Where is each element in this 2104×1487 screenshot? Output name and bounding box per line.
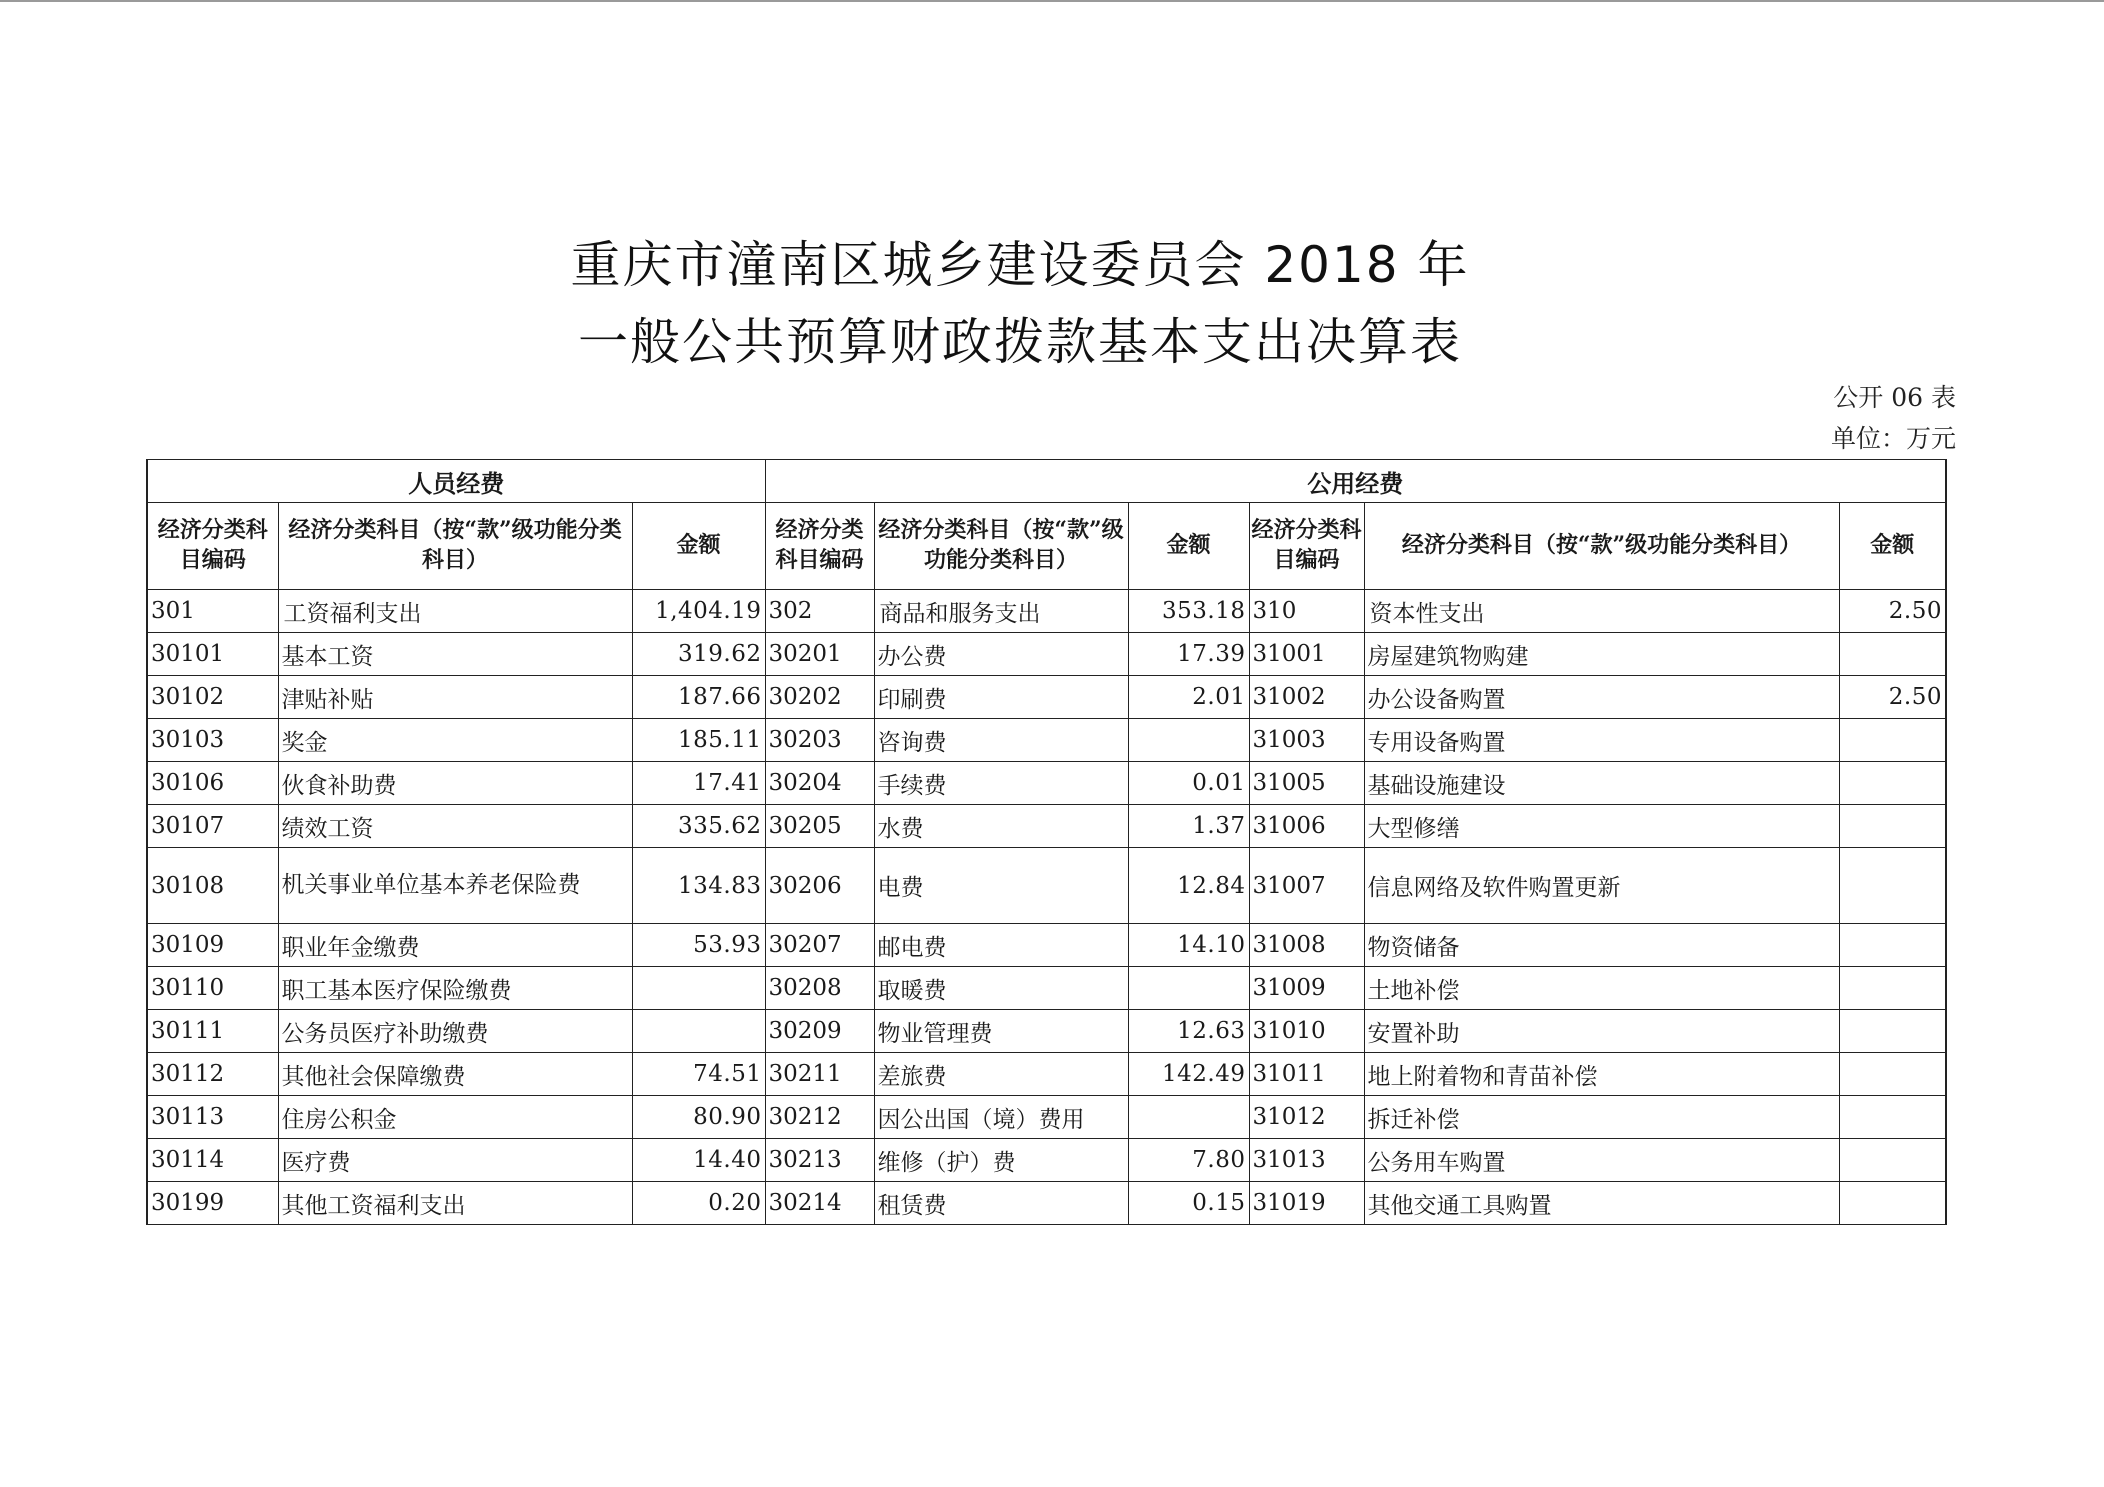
goods-amount-cell: 2.01 xyxy=(1128,676,1249,719)
personnel-name-cell: 机关事业单位基本养老保险费 xyxy=(278,848,632,924)
goods-code-cell: 30214 xyxy=(765,1182,874,1225)
goods-name-cell: 电费 xyxy=(874,848,1128,924)
personnel-amount-cell: 335.62 xyxy=(632,805,765,848)
capital-name-cell: 公务用车购置 xyxy=(1364,1139,1839,1182)
personnel-name-cell: 基本工资 xyxy=(278,633,632,676)
table-row xyxy=(147,762,1946,805)
capital-code-cell: 31002 xyxy=(1249,676,1364,719)
capital-name-cell: 物资储备 xyxy=(1364,924,1839,967)
goods-code-header: 经济分类科目编码 xyxy=(765,503,874,590)
goods-name-cell: 印刷费 xyxy=(874,676,1128,719)
capital-code-cell: 31009 xyxy=(1249,967,1364,1010)
goods-amount-cell: 7.80 xyxy=(1128,1139,1249,1182)
table-row xyxy=(147,590,1946,633)
capital-name-cell: 地上附着物和青苗补偿 xyxy=(1364,1053,1839,1096)
table-row xyxy=(147,805,1946,848)
capital-name-cell: 土地补偿 xyxy=(1364,967,1839,1010)
goods-name-cell: 取暖费 xyxy=(874,967,1128,1010)
personnel-name-cell: 公务员医疗补助缴费 xyxy=(278,1010,632,1053)
personnel-amount-cell: 0.20 xyxy=(632,1182,765,1225)
form-number: 公开 06 表 xyxy=(1833,383,1956,412)
goods-name-cell: 邮电费 xyxy=(874,924,1128,967)
table-row xyxy=(147,1139,1946,1182)
capital-code-header: 经济分类科目编码 xyxy=(1249,503,1364,590)
personnel-amount-cell: 17.41 xyxy=(632,762,765,805)
page-top-rule xyxy=(0,0,2104,2)
goods-amount-cell: 17.39 xyxy=(1128,633,1249,676)
capital-amount-cell xyxy=(1839,1182,1946,1225)
capital-amount-cell xyxy=(1839,1053,1946,1096)
capital-code-cell: 31006 xyxy=(1249,805,1364,848)
budget-table xyxy=(146,459,1947,1225)
personnel-amount-cell xyxy=(632,967,765,1010)
capital-code-cell: 31005 xyxy=(1249,762,1364,805)
table-row xyxy=(147,967,1946,1010)
personnel-code-cell: 30108 xyxy=(147,848,278,924)
personnel-code-cell: 30112 xyxy=(147,1053,278,1096)
goods-code-cell: 30206 xyxy=(765,848,874,924)
goods-name-cell: 水费 xyxy=(874,805,1128,848)
goods-code-cell: 30209 xyxy=(765,1010,874,1053)
capital-name-cell: 基础设施建设 xyxy=(1364,762,1839,805)
personnel-amount-cell: 74.51 xyxy=(632,1053,765,1096)
table-row xyxy=(147,1053,1946,1096)
goods-amount-cell xyxy=(1128,719,1249,762)
unit-label: 单位：万元 xyxy=(1830,424,1956,453)
capital-code-cell: 31007 xyxy=(1249,848,1364,924)
capital-code-cell: 31019 xyxy=(1249,1182,1364,1225)
personnel-code-cell: 30113 xyxy=(147,1096,278,1139)
goods-amount-cell xyxy=(1128,1096,1249,1139)
capital-name-cell: 专用设备购置 xyxy=(1364,719,1839,762)
personnel-amount-cell: 53.93 xyxy=(632,924,765,967)
table-row xyxy=(147,633,1946,676)
capital-name-cell: 房屋建筑物购建 xyxy=(1364,633,1839,676)
goods-name-cell: 维修（护）费 xyxy=(874,1139,1128,1182)
personnel-amount-cell: 319.62 xyxy=(632,633,765,676)
capital-code-cell: 31011 xyxy=(1249,1053,1364,1096)
goods-code-cell: 30204 xyxy=(765,762,874,805)
goods-code-cell: 30211 xyxy=(765,1053,874,1096)
goods-amount-cell: 1.37 xyxy=(1128,805,1249,848)
capital-name-header: 经济分类科目（按“款”级功能分类科目） xyxy=(1364,503,1839,590)
capital-amount-cell xyxy=(1839,1096,1946,1139)
capital-amount-cell: 2.50 xyxy=(1839,590,1946,633)
personnel-name-cell: 职业年金缴费 xyxy=(278,924,632,967)
public-group-header: 公用经费 xyxy=(765,460,1946,503)
capital-name-cell: 安置补助 xyxy=(1364,1010,1839,1053)
goods-name-cell: 差旅费 xyxy=(874,1053,1128,1096)
goods-name-header: 经济分类科目（按“款”级功能分类科目） xyxy=(874,503,1128,590)
goods-amount-cell: 0.15 xyxy=(1128,1182,1249,1225)
goods-code-cell: 302 xyxy=(765,590,874,633)
personnel-code-header: 经济分类科目编码 xyxy=(147,503,278,590)
table-row xyxy=(147,1010,1946,1053)
personnel-code-cell: 30107 xyxy=(147,805,278,848)
goods-name-cell: 物业管理费 xyxy=(874,1010,1128,1053)
capital-code-cell: 310 xyxy=(1249,590,1364,633)
personnel-amount-header: 金额 xyxy=(632,503,765,590)
personnel-name-cell: 伙食补助费 xyxy=(278,762,632,805)
personnel-amount-cell: 80.90 xyxy=(632,1096,765,1139)
personnel-amount-cell: 187.66 xyxy=(632,676,765,719)
group-header-row xyxy=(147,460,1946,503)
goods-name-cell: 商品和服务支出 xyxy=(874,590,1128,633)
goods-amount-cell: 12.84 xyxy=(1128,848,1249,924)
goods-name-cell: 办公费 xyxy=(874,633,1128,676)
personnel-name-cell: 住房公积金 xyxy=(278,1096,632,1139)
table-body xyxy=(147,590,1946,1225)
personnel-name-cell: 工资福利支出 xyxy=(278,590,632,633)
personnel-code-cell: 301 xyxy=(147,590,278,633)
capital-code-cell: 31010 xyxy=(1249,1010,1364,1053)
personnel-code-cell: 30111 xyxy=(147,1010,278,1053)
capital-amount-cell: 2.50 xyxy=(1839,676,1946,719)
personnel-code-cell: 30110 xyxy=(147,967,278,1010)
personnel-amount-cell: 134.83 xyxy=(632,848,765,924)
capital-amount-cell xyxy=(1839,633,1946,676)
goods-code-cell: 30203 xyxy=(765,719,874,762)
personnel-amount-cell: 14.40 xyxy=(632,1139,765,1182)
goods-amount-cell: 0.01 xyxy=(1128,762,1249,805)
capital-amount-header: 金额 xyxy=(1839,503,1946,590)
goods-name-cell: 租赁费 xyxy=(874,1182,1128,1225)
table-row xyxy=(147,719,1946,762)
table-row xyxy=(147,1096,1946,1139)
personnel-name-cell: 奖金 xyxy=(278,719,632,762)
capital-code-cell: 31012 xyxy=(1249,1096,1364,1139)
personnel-amount-cell: 1,404.19 xyxy=(632,590,765,633)
personnel-name-cell: 其他工资福利支出 xyxy=(278,1182,632,1225)
goods-amount-cell: 142.49 xyxy=(1128,1053,1249,1096)
capital-amount-cell xyxy=(1839,924,1946,967)
personnel-group-header: 人员经费 xyxy=(147,460,765,503)
capital-name-cell: 信息网络及软件购置更新 xyxy=(1364,848,1839,924)
goods-code-cell: 30205 xyxy=(765,805,874,848)
goods-code-cell: 30207 xyxy=(765,924,874,967)
capital-amount-cell xyxy=(1839,1139,1946,1182)
report-title-line-1: 重庆市潼南区城乡建设委员会 2018 年 xyxy=(570,236,1470,294)
personnel-code-cell: 30101 xyxy=(147,633,278,676)
capital-code-cell: 31008 xyxy=(1249,924,1364,967)
capital-amount-cell xyxy=(1839,1010,1946,1053)
personnel-amount-cell: 185.11 xyxy=(632,719,765,762)
capital-code-cell: 31003 xyxy=(1249,719,1364,762)
personnel-code-cell: 30114 xyxy=(147,1139,278,1182)
goods-code-cell: 30208 xyxy=(765,967,874,1010)
table-row xyxy=(147,676,1946,719)
capital-name-cell: 其他交通工具购置 xyxy=(1364,1182,1839,1225)
goods-amount-cell: 353.18 xyxy=(1128,590,1249,633)
capital-amount-cell xyxy=(1839,719,1946,762)
goods-code-cell: 30212 xyxy=(765,1096,874,1139)
personnel-code-cell: 30103 xyxy=(147,719,278,762)
table-row xyxy=(147,924,1946,967)
goods-name-cell: 咨询费 xyxy=(874,719,1128,762)
goods-name-cell: 手续费 xyxy=(874,762,1128,805)
personnel-name-header: 经济分类科目（按“款”级功能分类科目） xyxy=(278,503,632,590)
capital-name-cell: 办公设备购置 xyxy=(1364,676,1839,719)
capital-code-cell: 31001 xyxy=(1249,633,1364,676)
goods-amount-header: 金额 xyxy=(1128,503,1249,590)
capital-amount-cell xyxy=(1839,967,1946,1010)
personnel-code-cell: 30106 xyxy=(147,762,278,805)
capital-amount-cell xyxy=(1839,762,1946,805)
capital-amount-cell xyxy=(1839,805,1946,848)
report-title-line-2: 一般公共预算财政拨款基本支出决算表 xyxy=(578,313,1462,371)
personnel-amount-cell xyxy=(632,1010,765,1053)
personnel-code-cell: 30102 xyxy=(147,676,278,719)
capital-name-cell: 资本性支出 xyxy=(1364,590,1839,633)
personnel-name-cell: 职工基本医疗保险缴费 xyxy=(278,967,632,1010)
personnel-name-cell: 绩效工资 xyxy=(278,805,632,848)
personnel-code-cell: 30109 xyxy=(147,924,278,967)
personnel-name-cell: 津贴补贴 xyxy=(278,676,632,719)
personnel-name-cell: 其他社会保障缴费 xyxy=(278,1053,632,1096)
goods-code-cell: 30202 xyxy=(765,676,874,719)
goods-amount-cell xyxy=(1128,967,1249,1010)
personnel-code-cell: 30199 xyxy=(147,1182,278,1225)
goods-code-cell: 30213 xyxy=(765,1139,874,1182)
capital-code-cell: 31013 xyxy=(1249,1139,1364,1182)
table-row xyxy=(147,1182,1946,1225)
goods-code-cell: 30201 xyxy=(765,633,874,676)
capital-name-cell: 拆迁补偿 xyxy=(1364,1096,1839,1139)
column-header-row xyxy=(147,503,1946,590)
goods-name-cell: 因公出国（境）费用 xyxy=(874,1096,1128,1139)
capital-name-cell: 大型修缮 xyxy=(1364,805,1839,848)
personnel-name-cell: 医疗费 xyxy=(278,1139,632,1182)
capital-amount-cell xyxy=(1839,848,1946,924)
goods-amount-cell: 12.63 xyxy=(1128,1010,1249,1053)
goods-amount-cell: 14.10 xyxy=(1128,924,1249,967)
table-row xyxy=(147,848,1946,924)
